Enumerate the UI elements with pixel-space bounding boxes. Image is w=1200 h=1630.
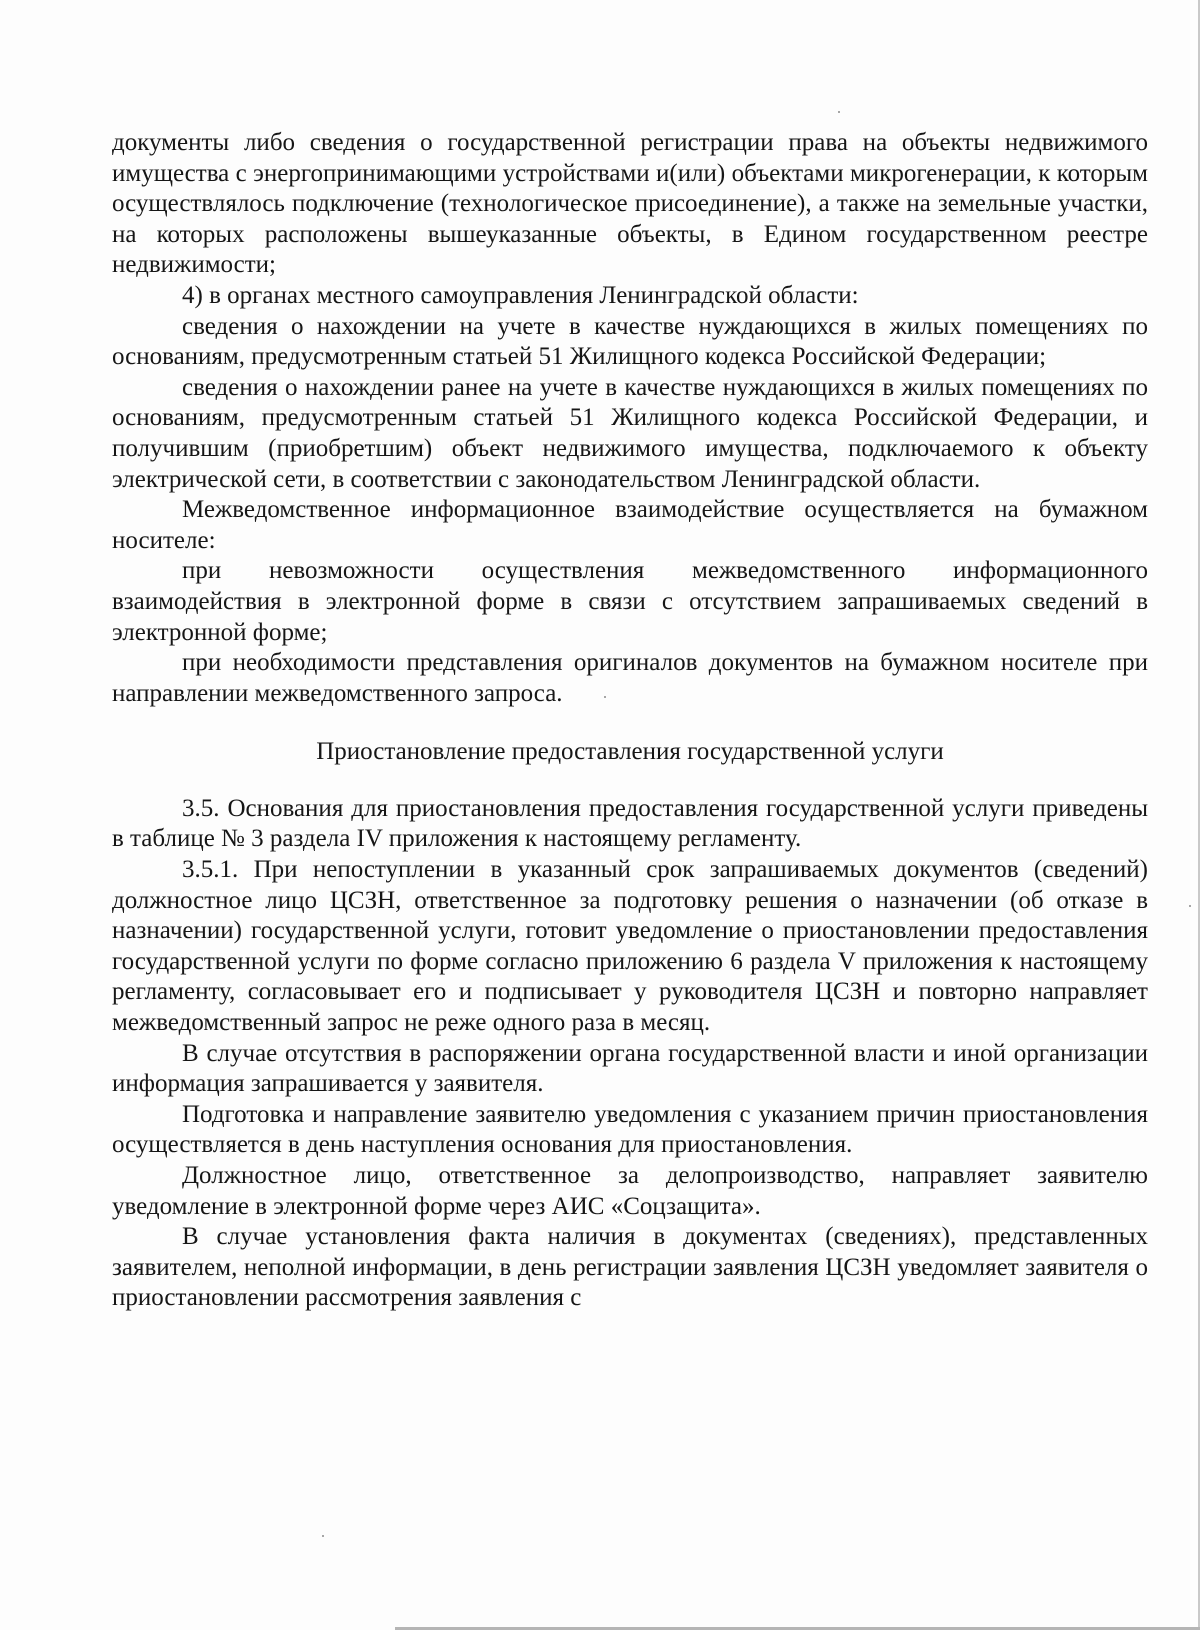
paragraph: Межведомственное информационное взаимодействие осуществляется на бумажном носителе: — [112, 496, 1148, 554]
paragraph: 4) в органах местного самоуправления Ленинградской области: — [182, 281, 859, 309]
paragraph: Подготовка и направление заявителю уведомления с указанием причин приостановления осуществляется в день наступления основания для приостановления. — [112, 1100, 1148, 1159]
scan-speck — [1189, 905, 1191, 907]
paragraph-continuation: документы либо сведения о государственной регистрации права на объекты недвижимого имущества с энергопринимающими устройствами и(или) объектами микрогенерации, к которым осуществлялось подключение (технологическое присоединение), а также на земельные участки, на которых расположены вышеуказанные объекты, в Едином государственном реестре недвижимости; — [112, 129, 1148, 279]
paragraph: при необходимости представления оригиналов документов на бумажном носителе при направлении межведомственного запроса. — [112, 649, 1148, 707]
paragraph: при невозможности осуществления межведомственного информационного взаимодействия в электронной форме в связи с отсутствием запрашиваемых сведений в электронной форме; — [112, 557, 1148, 646]
paragraph: 3.5.1. При непоступлении в указанный срок запрашиваемых документов (сведений) должностное лицо ЦСЗН, ответственное за подготовку решения о назначении (об отказе в назначении) государственной услуги, готовит уведомление о приостановлении предоставления государственной услуги по форме согласно приложению 6 раздела V приложения к настоящему регламенту, согласовывает его и подписывает у руководителя ЦСЗН и повторно направляет межведомственный запрос не реже одного раза в месяц. — [112, 856, 1148, 1037]
paragraph: Должностное лицо, ответственное за делопроизводство, направляет заявителю уведомление в электронной форме через АИС «Соцзащита». — [112, 1162, 1148, 1220]
scan-speck — [838, 111, 840, 113]
document-body — [112, 128, 1148, 1314]
paragraph: сведения о нахождении на учете в качестве нуждающихся в жилых помещениях по основаниям, предусмотренным статьей 51 Жилищного кодекса Российской Федерации; — [112, 312, 1148, 371]
scan-speck — [322, 1535, 324, 1537]
paragraph: В случае установления факта наличия в документах (сведениях), представленных заявителем, неполной информации, в день регистрации заявления ЦСЗН уведомляет заявителя о приостановлении рассмотрения заявления с — [112, 1223, 1148, 1312]
paragraph: 3.5. Основания для приостановления предоставления государственной услуги приведены в таблице № 3 раздела IV приложения к настоящему регламенту. — [112, 794, 1148, 853]
paragraph: В случае отсутствия в распоряжении органа государственной власти и иной организации информация запрашивается у заявителя. — [112, 1039, 1148, 1098]
section-heading: Приостановление предоставления государственной услуги — [316, 738, 944, 766]
paragraph: сведения о нахождении ранее на учете в качестве нуждающихся в жилых помещениях по основаниям, предусмотренным статьей 51 Жилищного кодекса Российской Федерации, и получившим (приобретшим) объект недвижимого имущества, подключаемого к объекту электрической сети, в соответствии с законодательством Ленинградской области. — [112, 373, 1148, 493]
